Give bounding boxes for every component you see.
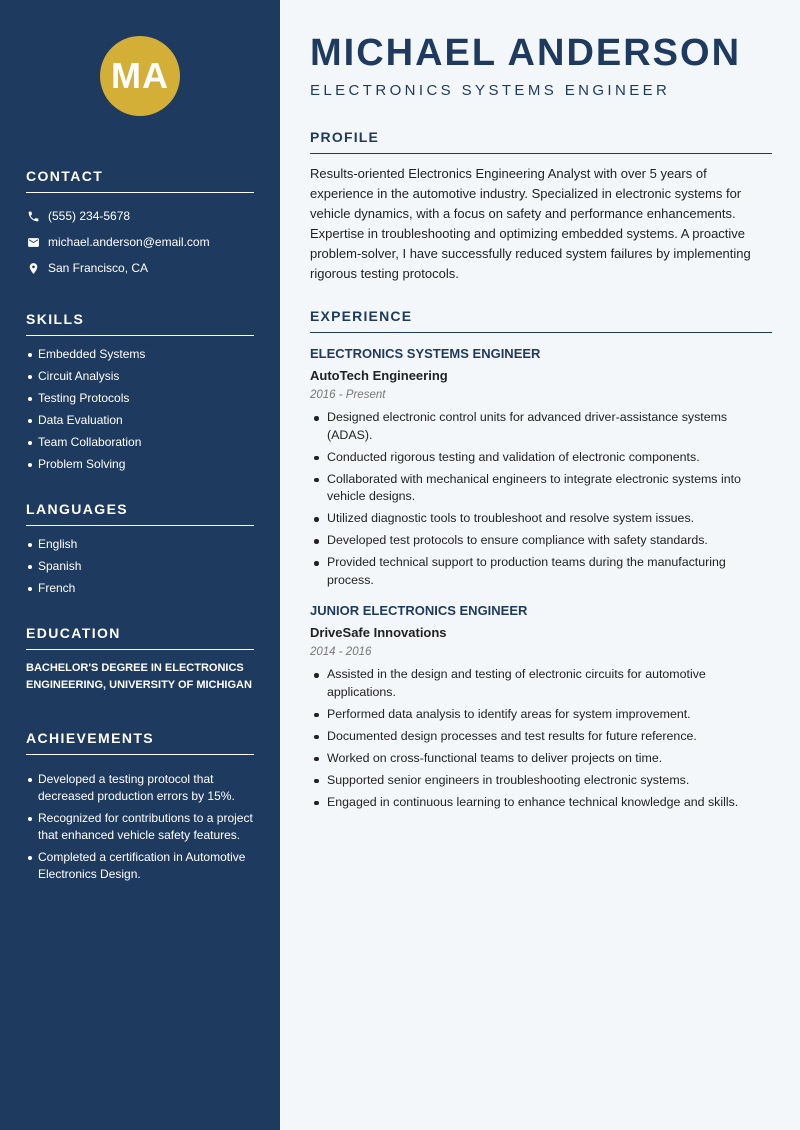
education-text: BACHELOR'S DEGREE IN ELECTRONICS ENGINEERING, UNIVERSITY OF MICHIGAN [26, 662, 252, 691]
job-title: ELECTRONICS SYSTEMS ENGINEER [310, 346, 541, 361]
job-entry [310, 603, 772, 811]
list-item: Testing Protocols [26, 390, 254, 407]
main-content [310, 0, 772, 816]
contact-section [26, 168, 254, 281]
list-item: Developed test protocols to ensure compliance with safety standards. [310, 532, 772, 550]
list-item: Circuit Analysis [26, 368, 254, 385]
job-dates: 2016 - Present [310, 389, 386, 401]
contact-email [26, 229, 254, 255]
list-item: Completed a certification in Automotive Electronics Design. [26, 849, 254, 883]
profile-section [310, 129, 772, 284]
contact-phone [26, 203, 254, 229]
languages-title: LANGUAGES [26, 501, 254, 526]
list-item: French [26, 580, 254, 597]
list-item: Problem Solving [26, 456, 254, 473]
experience-section [310, 308, 772, 811]
list-item: Documented design processes and test results for future reference. [310, 728, 772, 746]
job-entry [310, 346, 772, 589]
list-item: Embedded Systems [26, 346, 254, 363]
profile-text: Results-oriented Electronics Engineering Analyst with over 5 years of experience in the automotive industry. Specialized in electronic systems for vehicle dynamics, with a focus on safety and performance enhancements. Expertise in troubleshooting and optimizing embedded systems. A proactive problem-solver, I have successfully reduced system failures by implementing rigorous testing protocols. [310, 166, 751, 281]
list-item: English [26, 536, 254, 553]
job-bullets [310, 409, 772, 589]
list-item: Performed data analysis to identify areas for system improvement. [310, 706, 772, 724]
profile-title: PROFILE [310, 129, 772, 154]
list-item: Worked on cross-functional teams to deliver projects on time. [310, 750, 772, 768]
email-text: michael.anderson@email.com [48, 235, 210, 249]
location-pin-icon [26, 261, 40, 275]
contact-location [26, 255, 254, 281]
phone-text: (555) 234-5678 [48, 209, 131, 223]
list-item: Designed electronic control units for advanced driver-assistance systems (ADAS). [310, 409, 772, 444]
job-bullets [310, 666, 772, 811]
location-text: San Francisco, CA [48, 261, 149, 275]
list-item: Team Collaboration [26, 434, 254, 451]
avatar: MA [100, 36, 180, 116]
company-name: DriveSafe Innovations [310, 625, 447, 640]
languages-section [26, 501, 254, 597]
list-item: Supported senior engineers in troubleshooting electronic systems. [310, 772, 772, 790]
list-item: Recognized for contributions to a project that enhanced vehicle safety features. [26, 810, 254, 844]
job-role: ELECTRONICS SYSTEMS ENGINEER [310, 82, 671, 99]
list-item: Data Evaluation [26, 412, 254, 429]
list-item: Collaborated with mechanical engineers to integrate electronic systems into vehicle designs. [310, 471, 772, 506]
email-icon [26, 235, 40, 249]
education-section [26, 625, 254, 694]
list-item: Provided technical support to production teams during the manufacturing process. [310, 554, 772, 589]
phone-icon [26, 209, 40, 223]
skills-title: SKILLS [26, 311, 254, 336]
achievements-list [26, 771, 254, 883]
education-title: EDUCATION [26, 625, 254, 650]
company-name: AutoTech Engineering [310, 368, 448, 383]
skills-list [26, 346, 254, 473]
experience-title: EXPERIENCE [310, 308, 772, 333]
list-item: Engaged in continuous learning to enhance technical knowledge and skills. [310, 794, 772, 812]
list-item: Developed a testing protocol that decreased production errors by 15%. [26, 771, 254, 805]
job-dates: 2014 - 2016 [310, 646, 372, 658]
achievements-section [26, 730, 254, 883]
list-item: Utilized diagnostic tools to troubleshoot and resolve system issues. [310, 510, 772, 528]
list-item: Spanish [26, 558, 254, 575]
list-item: Conducted rigorous testing and validation of electronic components. [310, 449, 772, 467]
job-title: JUNIOR ELECTRONICS ENGINEER [310, 603, 528, 618]
contact-list [26, 203, 254, 281]
languages-list [26, 536, 254, 597]
skills-section [26, 311, 254, 473]
page-title: MICHAEL ANDERSON [310, 32, 742, 74]
list-item: Assisted in the design and testing of electronic circuits for automotive applications. [310, 666, 772, 701]
achievements-title: ACHIEVEMENTS [26, 730, 254, 755]
contact-title: CONTACT [26, 168, 254, 193]
sidebar [0, 0, 280, 1130]
